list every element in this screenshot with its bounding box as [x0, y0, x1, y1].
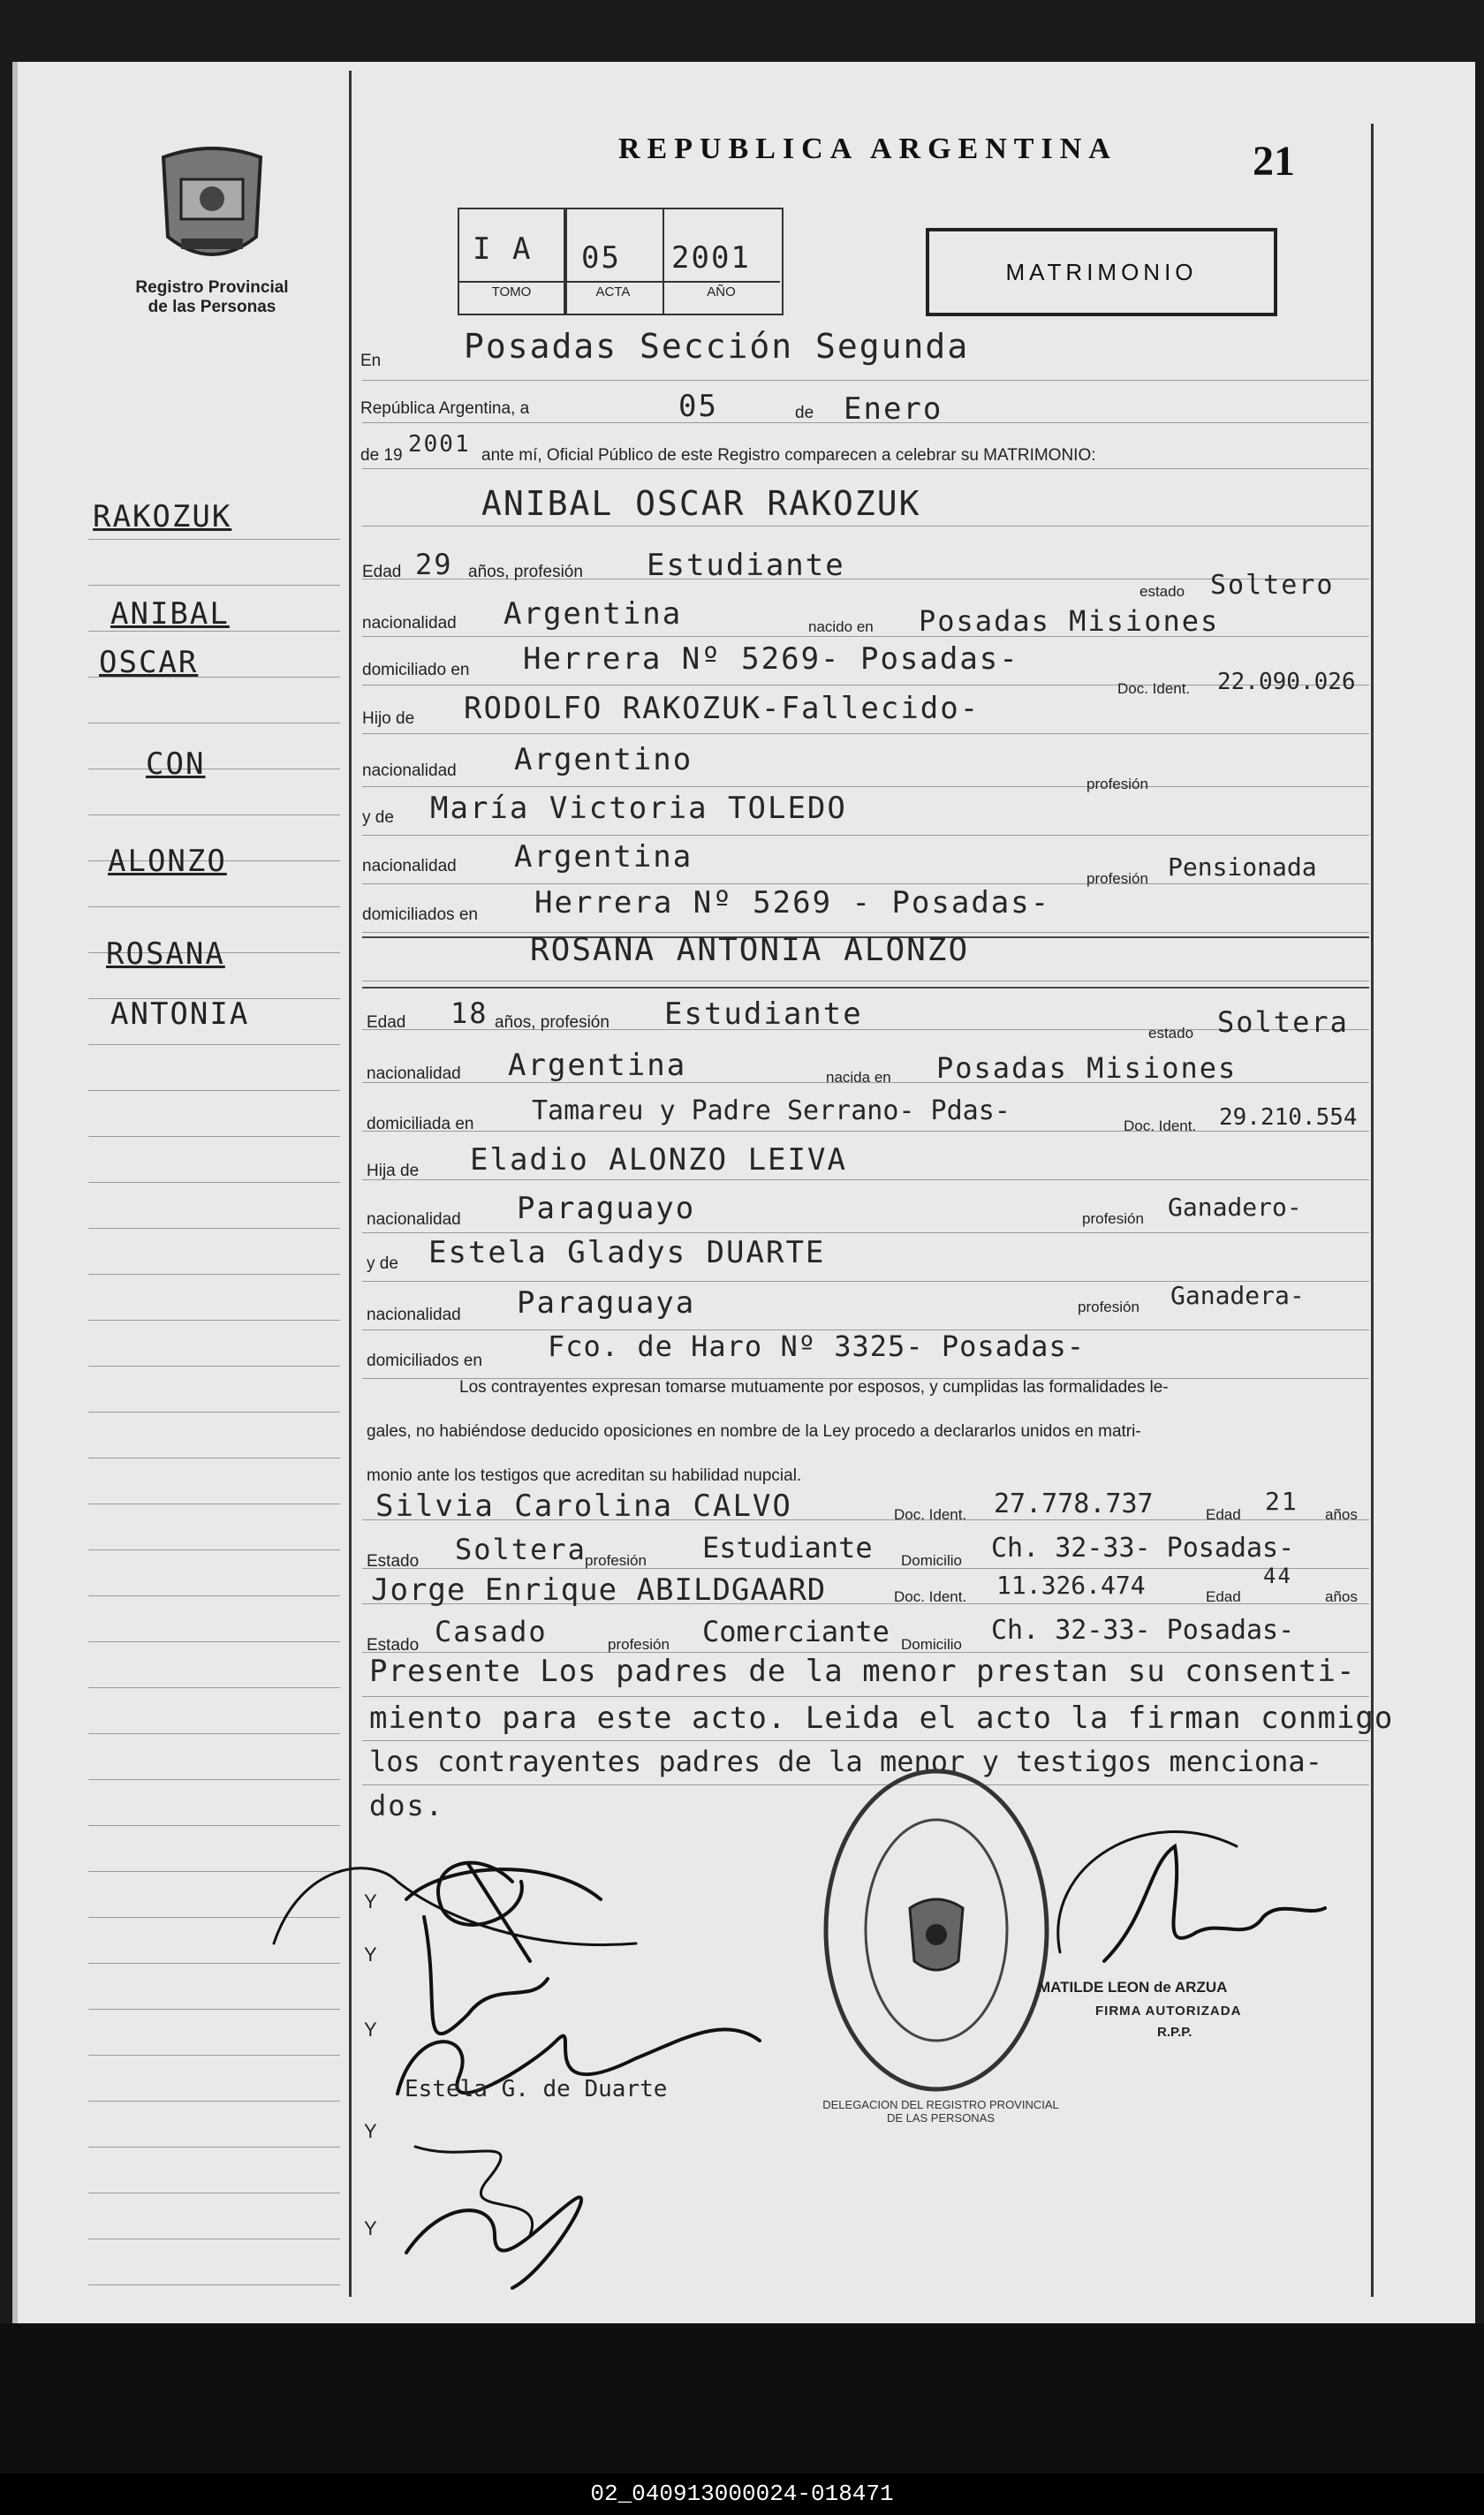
groom-nac-label: nacionalidad	[362, 614, 457, 633]
witness1-profesion: Estudiante	[702, 1531, 873, 1564]
witness1-estado-label: Estado	[367, 1552, 420, 1571]
witness2-edad-label: Edad	[1206, 1588, 1241, 1605]
declaration-line1: Los contrayentes expresan tomarse mutuamente por esposos, y cumplidas las formalidades le-	[459, 1378, 1169, 1397]
margin-groom-name2: OSCAR	[99, 645, 199, 680]
groom-madre: María Victoria TOLEDO	[430, 791, 847, 826]
margin-groom-surname: RAKOZUK	[93, 499, 232, 534]
margin-bride-name2: ANTONIA	[110, 996, 250, 1032]
witness2-estado-label: Estado	[367, 1636, 420, 1655]
groom-prof-madre-label: profesión	[1086, 870, 1148, 887]
witness1-anos-label: años	[1325, 1506, 1358, 1523]
bride-prof-padre-label: profesión	[1082, 1210, 1144, 1227]
bride-padre: Eladio ALONZO LEIVA	[470, 1142, 847, 1178]
record-box-divider	[459, 281, 780, 283]
bride-domicilio: Tamareu y Padre Serrano- Pdas-	[532, 1095, 1011, 1126]
margin-groom-name1: ANIBAL	[110, 596, 230, 632]
notes-line1: Presente Los padres de la menor prestan su consenti-	[369, 1654, 1356, 1689]
margin-rule-line	[88, 1412, 340, 1413]
record-type: MATRIMONIO	[926, 228, 1277, 316]
declaration-line2: gales, no habiéndose deducido oposiciones en nombre de la Ley procedo a declararlos unidos en matri-	[367, 1422, 1141, 1441]
groom-nac-madre: Argentina	[514, 839, 693, 875]
groom-edad-label: Edad	[362, 563, 402, 581]
witness2-anos-label: años	[1325, 1588, 1358, 1605]
groom-padre: RODOLFO RAKOZUK-Fallecido-	[464, 691, 980, 726]
ano-value: 2001	[671, 240, 751, 276]
bride-dom-padres: Fco. de Haro Nº 3325- Posadas-	[548, 1329, 1085, 1363]
margin-bride-name1: ROSANA	[106, 936, 225, 972]
groom-doc: 22.090.026	[1217, 669, 1356, 695]
bride-doms-label: domiciliados en	[367, 1352, 482, 1370]
sign-mark-5: Y	[364, 2217, 377, 2239]
witness2-dom-label: Domicilio	[901, 1636, 962, 1653]
bride-estado-label: estado	[1148, 1025, 1194, 1042]
day: 05	[678, 389, 718, 424]
en-label: En	[360, 352, 382, 370]
groom-anos-label: años, profesión	[468, 563, 583, 581]
body-rule-line	[362, 1740, 1369, 1741]
margin-bride-surname: ALONZO	[108, 844, 227, 879]
acta-label: ACTA	[595, 284, 631, 299]
bride-prof-madre: Ganadera-	[1170, 1281, 1305, 1310]
groom-hijo-label: Hijo de	[362, 709, 415, 728]
witness2-doc: 11.326.474	[996, 1571, 1146, 1600]
notes-line3: los contrayentes padres de la menor y testigos menciona-	[369, 1745, 1322, 1778]
notes-line2: miento para este acto. Leida el acto la firman conmigo	[369, 1701, 1394, 1736]
witness2-profesion: Comerciante	[702, 1615, 890, 1648]
body-rule-line	[362, 786, 1369, 787]
seal-text: DELEGACION DEL REGISTRO PROVINCIAL DE LAS PERSONAS	[822, 2098, 1059, 2125]
signatures	[265, 1776, 883, 2306]
groom-dom-padres: Herrera Nº 5269 - Posadas-	[534, 885, 1051, 920]
witness1-edad: 21	[1265, 1487, 1298, 1516]
bride-dom-label: domiciliada en	[367, 1115, 474, 1133]
witness1-estado: Soltera	[455, 1533, 587, 1566]
notes-line4: dos.	[369, 1789, 445, 1822]
year-prefix: de 19	[360, 446, 403, 465]
place: Posadas Sección Segunda	[464, 327, 970, 366]
officer-signature	[1042, 1811, 1369, 1996]
bride-separator-line	[362, 987, 1369, 989]
bride-prof-madre-label: profesión	[1078, 1299, 1140, 1315]
bride-prof-padre: Ganadero-	[1168, 1193, 1302, 1222]
month: Enero	[844, 391, 943, 427]
body-rule-line	[362, 1232, 1369, 1233]
registry-label	[97, 278, 327, 317]
body-rule-line	[362, 1652, 1369, 1653]
margin-rule-line	[88, 1549, 340, 1550]
margin-rule-line	[88, 1320, 340, 1321]
margin-rule-line	[88, 1228, 340, 1229]
bride-nac-padre: Paraguayo	[517, 1191, 696, 1226]
margin-rule-line	[88, 539, 340, 540]
groom-domicilio: Herrera Nº 5269- Posadas-	[523, 641, 1019, 677]
groom-dom-label: domiciliado en	[362, 661, 470, 679]
witness2-name: Jorge Enrique ABILDGAARD	[371, 1572, 827, 1608]
bride-hija-label: Hija de	[367, 1162, 420, 1180]
witness1-edad-label: Edad	[1206, 1506, 1241, 1523]
tomo-value: I A	[473, 231, 533, 267]
bride-nac-madre: Paraguaya	[517, 1285, 696, 1321]
body-rule-line	[362, 1696, 1369, 1697]
de-label: de	[795, 404, 814, 422]
republica-label: República Argentina, a	[360, 399, 530, 418]
witness2-doc-label: Doc. Ident.	[894, 1588, 967, 1605]
witness1-domicilio: Ch. 32-33- Posadas-	[991, 1533, 1295, 1564]
groom-yde-label: y de	[362, 808, 394, 827]
margin-rule-line	[88, 1641, 340, 1642]
sign-mark-3: Y	[364, 2019, 377, 2041]
witness1-prof-label: profesión	[585, 1552, 647, 1569]
margin-rule-line	[88, 1274, 340, 1275]
groom-doc-label: Doc. Ident.	[1117, 680, 1191, 697]
groom-full-name: ANIBAL OSCAR RAKOZUK	[481, 484, 921, 523]
registry-label-line2: de las Personas	[148, 298, 276, 316]
margin-rule-line	[88, 1090, 340, 1091]
margin-rule-line	[88, 585, 340, 586]
witness1-doc-label: Doc. Ident.	[894, 1506, 967, 1523]
page-number: 21	[1253, 138, 1295, 185]
year-hand: 2001	[408, 431, 471, 458]
body-rule-line	[362, 883, 1369, 884]
body-rule-line	[362, 733, 1369, 734]
officer-org: R.P.P.	[1157, 2025, 1192, 2040]
tomo-label: TOMO	[491, 284, 532, 299]
registry-emblem	[155, 140, 269, 272]
witness2-domicilio: Ch. 32-33- Posadas-	[991, 1615, 1295, 1646]
groom-doms-label: domiciliados en	[362, 905, 478, 924]
bride-anos-label: años, profesión	[495, 1013, 610, 1032]
bride-profesion: Estudiante	[664, 996, 863, 1032]
margin-rule-line	[88, 906, 340, 907]
bride-nac-label: nacionalidad	[367, 1064, 461, 1083]
groom-nacido-label: nacido en	[808, 618, 874, 635]
margin-rule-line	[88, 1136, 340, 1137]
groom-nac-madre-label: nacionalidad	[362, 857, 457, 875]
bride-madre: Estela Gladys DUARTE	[428, 1235, 826, 1270]
witness1-dom-label: Domicilio	[901, 1552, 962, 1569]
ante-text: ante mí, Oficial Público de este Registro comparecen a celebrar su MATRIMONIO:	[481, 446, 1096, 465]
margin-rule-line	[88, 814, 340, 815]
right-border	[1371, 124, 1374, 2297]
groom-profesion: Estudiante	[647, 548, 845, 583]
witness2-estado: Casado	[435, 1615, 548, 1648]
bride-nac-madre-label: nacionalidad	[367, 1306, 461, 1324]
bride-doc-label: Doc. Ident.	[1124, 1117, 1197, 1134]
official-seal	[817, 1758, 1056, 2102]
body-rule-line	[362, 835, 1369, 836]
sign-mark-4: Y	[364, 2120, 377, 2142]
sign-mark-1: Y	[364, 1890, 377, 1913]
bride-nacionalidad: Argentina	[508, 1048, 687, 1083]
margin-rule-line	[88, 1733, 340, 1734]
bride-edad-label: Edad	[367, 1013, 406, 1032]
bride-doc: 29.210.554	[1219, 1104, 1358, 1131]
margin-rule-line	[88, 1687, 340, 1688]
body-rule-line	[362, 1131, 1369, 1132]
margin-rule-line	[88, 1366, 340, 1367]
bride-nac-padre-label: nacionalidad	[367, 1210, 461, 1229]
body-rule-line	[362, 468, 1369, 469]
country-title: REPUBLICA ARGENTINA	[618, 133, 1117, 165]
body-rule-line	[362, 1568, 1369, 1569]
groom-prof-madre: Pensionada	[1168, 852, 1317, 882]
image-id-footer: 02_040913000024-018471	[0, 2473, 1484, 2515]
acta-value: 05	[581, 240, 621, 276]
groom-nacionalidad: Argentina	[504, 596, 683, 632]
witness2-prof-label: profesión	[608, 1636, 670, 1653]
witness2-edad: 44	[1263, 1564, 1292, 1588]
bride-yde-label: y de	[367, 1254, 398, 1273]
groom-nacido-en: Posadas Misiones	[919, 604, 1220, 638]
witness1-doc: 27.778.737	[994, 1489, 1154, 1519]
officer-name: MATILDE LEON de ARZUA	[1038, 1979, 1228, 1996]
officer-role: FIRMA AUTORIZADA	[1095, 2004, 1242, 2019]
groom-edad: 29	[415, 548, 453, 581]
groom-estado: Soltero	[1210, 570, 1335, 601]
margin-connector: CON	[146, 746, 206, 782]
body-rule-line	[362, 1179, 1369, 1180]
bride-nacida-label: nacida en	[826, 1069, 891, 1086]
witness1-name: Silvia Carolina CALVO	[375, 1489, 792, 1524]
bride-full-name: ROSANA ANTONIA ALONZO	[530, 932, 970, 968]
groom-nac-padre-label: nacionalidad	[362, 761, 457, 780]
margin-rule-line	[88, 1595, 340, 1596]
margin-rule-line	[88, 1182, 340, 1183]
bride-estado: Soltera	[1217, 1005, 1349, 1039]
groom-nac-padre: Argentino	[514, 742, 693, 777]
bride-nacida-en: Posadas Misiones	[936, 1051, 1238, 1085]
groom-estado-label: estado	[1140, 583, 1185, 600]
signature-name-under: Estela G. de Duarte	[405, 2076, 668, 2102]
margin-rule-line	[88, 1044, 340, 1045]
ano-label: AÑO	[707, 284, 736, 299]
registry-label-line1: Registro Provincial	[135, 278, 289, 297]
groom-prof-padre-label: profesión	[1086, 776, 1148, 792]
sign-mark-2: Y	[364, 1943, 377, 1966]
declaration-line3: monio ante los testigos que acreditan su habilidad nupcial.	[367, 1466, 802, 1485]
bride-edad: 18	[450, 996, 488, 1030]
body-rule-line	[362, 380, 1369, 381]
